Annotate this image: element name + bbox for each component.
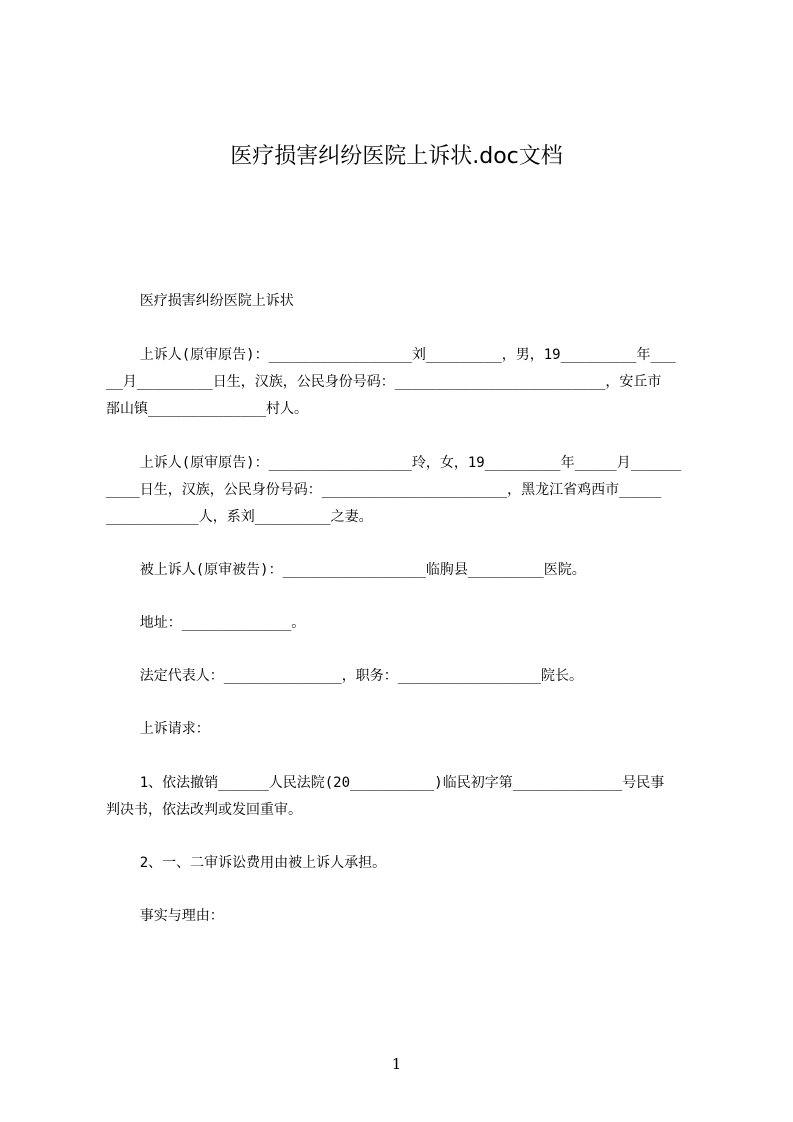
appellant2-line2: ____日生，汉族，公民身份号码：______________________，黑龙江省鸡西市_____ bbox=[106, 482, 662, 498]
request1-line1: 1、依法撤销______人民法院(20__________)临民初字第_____________号民事 bbox=[139, 775, 665, 791]
appeal-request-heading: 上诉请求： bbox=[139, 721, 210, 737]
appellant2-line3: ___________人，系刘_________之妻。 bbox=[106, 509, 373, 525]
appellee-line: 被上诉人(原审被告)：_________________临朐县_________医院。 bbox=[139, 562, 586, 578]
address-line: 地址：_____________。 bbox=[139, 615, 306, 631]
page-number: 1 bbox=[391, 1055, 402, 1073]
appellant1-line2: __月_________日生，汉族，公民身份号码：_________________________，安丘市 bbox=[106, 374, 662, 390]
document-subtitle: 医疗损害纠纷医院上诉状 bbox=[139, 293, 294, 309]
document-title: 医疗损害纠纷医院上诉状.doc文档 bbox=[230, 144, 563, 169]
appellant1-line1: 上诉人(原审原告)：_________________刘_________，男，19_________年___ bbox=[139, 347, 676, 363]
facts-heading: 事实与理由： bbox=[139, 908, 224, 924]
appellant2-line1: 上诉人(原审原告)：_________________玲，女，19_________年_____月______ bbox=[139, 455, 682, 471]
request1-line2: 判决书，依法改判或发回重审。 bbox=[106, 802, 302, 818]
legal-representative-line: 法定代表人：______________，职务：_________________院长。 bbox=[139, 668, 584, 684]
request2-line: 2、一、二审诉讼费用由被上诉人承担。 bbox=[139, 855, 387, 871]
appellant1-line3: 郚山镇______________村人。 bbox=[106, 401, 309, 417]
